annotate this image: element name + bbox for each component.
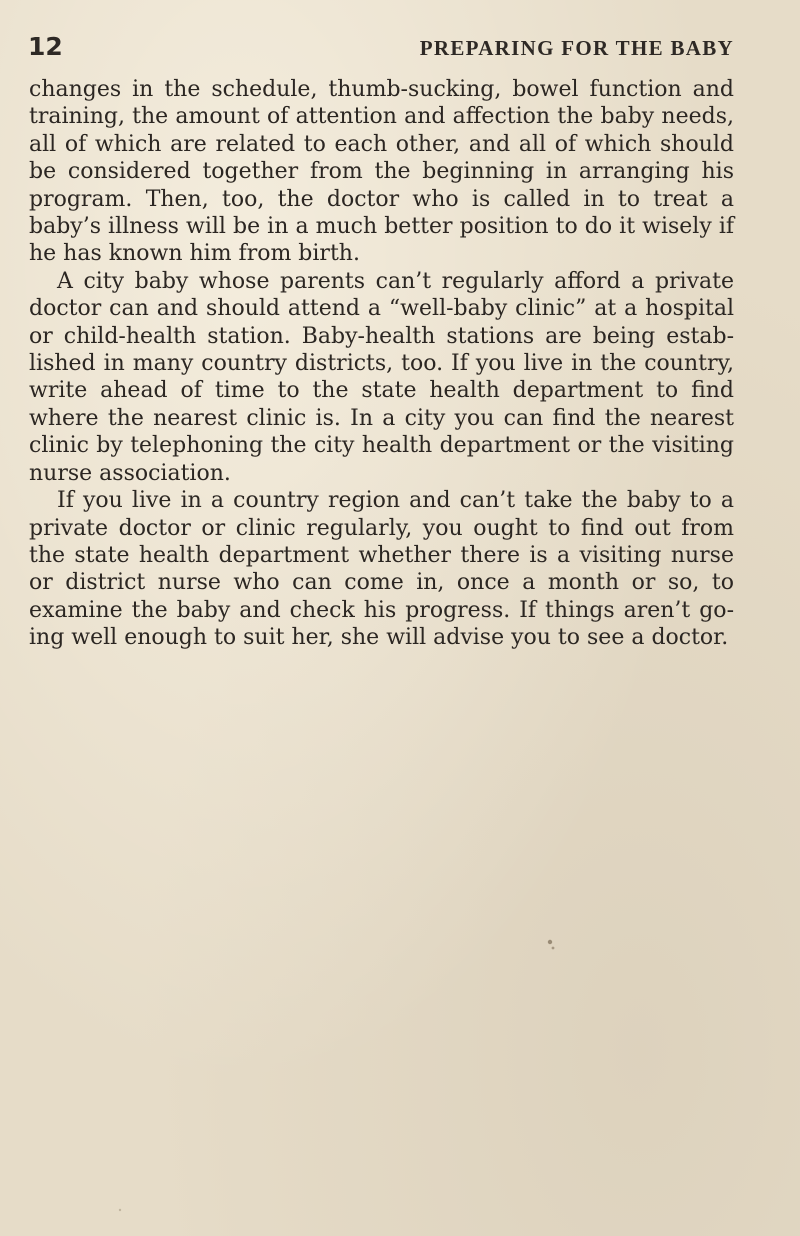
body-text <box>29 76 734 652</box>
running-title: PREPARING FOR THE BABY <box>419 36 734 60</box>
paragraph-visiting-nurse: If you live in a country region and can’t take the baby to a private doctor or clinic regularly, you ought to find out from the state health department whether there is a visiting nurse or district nurse who can come in, once a month or so, to examine the baby and check his progress. If things aren’t going well enough to suit her, she will advise you to see a doctor. <box>29 488 734 651</box>
page-number: 12 <box>28 32 63 61</box>
running-head <box>28 32 734 62</box>
paragraph-continued: changes in the schedule, thumb-sucking, bowel function and training, the amount of attention and affection the baby needs, all of which are related to each other, and all of which should be considered together from the beginning in arranging his program. Then, too, the doctor who is called in to treat a baby’s illness will be in a much better position to do it wisely if he has known him from birth. <box>29 77 734 267</box>
paragraph-well-baby-clinic: A city baby whose parents can’t regularly afford a private doctor can and should attend a “well-baby clinic” at a hospital or child-health station. Baby-health stations are being established in many country districts, too. If you live in the country, write ahead of time to the state health department to find where the nearest clinic is. In a city you can find the nearest clinic by telephoning the city health department or the visiting nurse association. <box>29 268 734 486</box>
